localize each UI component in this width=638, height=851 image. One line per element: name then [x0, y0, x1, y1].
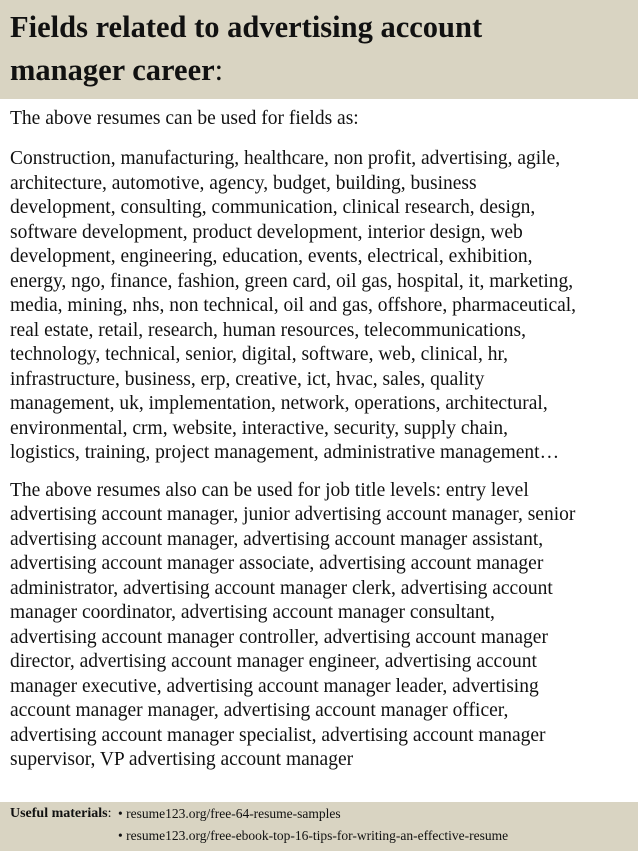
intro-text: The above resumes can be used for fields as:	[10, 108, 359, 129]
job-levels-paragraph	[10, 479, 634, 773]
useful-materials-label: Useful materials:	[10, 806, 112, 821]
bullet-icon: •	[118, 828, 123, 843]
job-line: manager coordinator, advertising account manager consultant,	[10, 602, 495, 623]
job-line: The above resumes also can be used for job title levels: entry level	[10, 479, 529, 501]
job-line: advertising account manager, advertising account manager assistant,	[10, 528, 544, 550]
ebook-tips-link[interactable]: resume123.org/free-ebook-top-16-tips-for-writing-an-effective-resume	[126, 828, 509, 843]
title-banner	[0, 0, 638, 99]
bullet-icon: •	[118, 806, 123, 821]
page-title	[10, 6, 630, 92]
fields-line: software development, product development, interior design, web	[10, 221, 523, 243]
footer-link-item	[118, 828, 508, 844]
job-line: advertising account manager, junior advertising account manager, senior	[10, 504, 576, 525]
title-colon: :	[214, 53, 224, 87]
fields-line: management, uk, implementation, network, operations, architectural,	[10, 393, 548, 414]
fields-line: Construction, manufacturing, healthcare, non profit, advertising, agile,	[10, 148, 561, 169]
fields-line: real estate, retail, research, human resources, telecommunications,	[10, 319, 526, 341]
fields-paragraph	[10, 147, 634, 466]
job-line: manager executive, advertising account manager leader, advertising	[10, 675, 539, 697]
useful-materials-footer	[0, 802, 638, 851]
job-line: advertising account manager controller, advertising account manager	[10, 626, 548, 648]
job-line: supervisor, VP advertising account manager	[10, 749, 354, 770]
job-line: account manager manager, advertising account manager officer,	[10, 700, 509, 721]
fields-line: energy, ngo, finance, fashion, green card, oil gas, hospital, it, marketing,	[10, 270, 574, 292]
fields-line: technology, technical, senior, digital, software, web, clinical, hr,	[10, 344, 509, 365]
fields-line: architecture, automotive, agency, budget, building, business	[10, 172, 477, 194]
fields-line: development, engineering, education, events, electrical, exhibition,	[10, 246, 533, 267]
fields-line: media, mining, nhs, non technical, oil and gas, offshore, pharmaceutical,	[10, 295, 577, 316]
footer-link-item	[118, 806, 341, 822]
fields-line: development, consulting, communication, clinical research, design,	[10, 197, 536, 218]
job-line: advertising account manager associate, advertising account manager	[10, 553, 544, 574]
resume-samples-link[interactable]: resume123.org/free-64-resume-samples	[126, 806, 341, 821]
title-line-2: manager career	[10, 53, 215, 87]
fields-line: infrastructure, business, erp, creative, ict, hvac, sales, quality	[10, 368, 485, 390]
fields-line: environmental, crm, website, interactive, security, supply chain,	[10, 417, 508, 439]
job-line: administrator, advertising account manager clerk, advertising account	[10, 577, 553, 599]
job-line: advertising account manager specialist, advertising account manager	[10, 724, 546, 746]
job-line: director, advertising account manager engineer, advertising account	[10, 651, 537, 672]
title-line-1: Fields related to advertising account	[10, 10, 483, 44]
main-content	[10, 107, 634, 773]
fields-line: logistics, training, project management, administrative management…	[10, 442, 560, 463]
